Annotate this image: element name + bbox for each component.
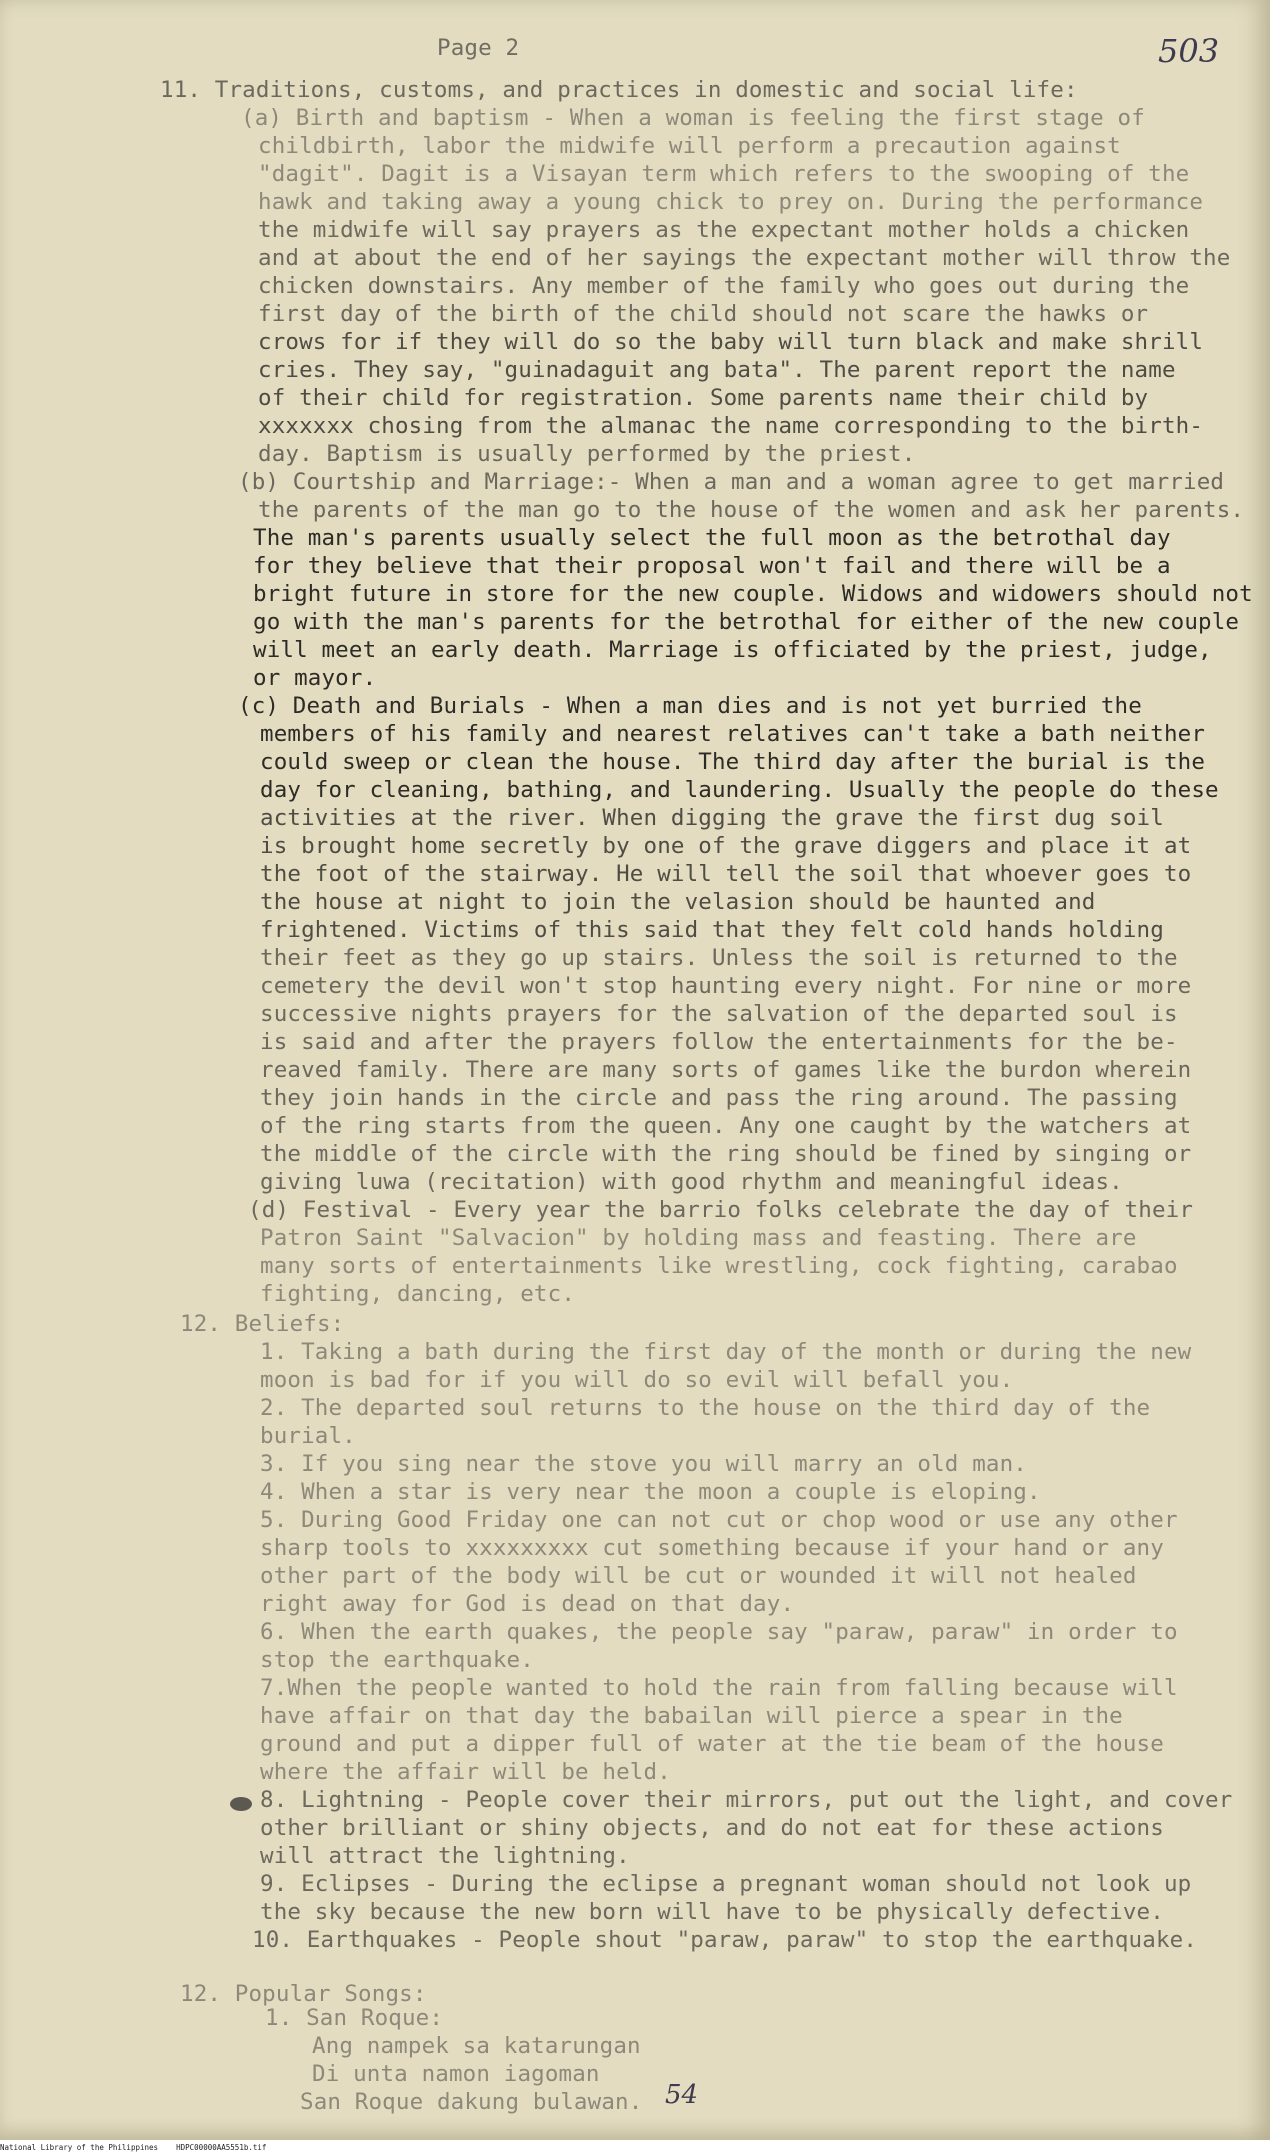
text-line: fighting, dancing, etc. — [260, 1281, 576, 1307]
text-line: have affair on that day the babailan will pierce a spear in the — [260, 1703, 1123, 1729]
text-line: xxxxxxx chosing from the almanac the name corresponding to the birth- — [258, 413, 1204, 439]
text-line: where the affair will be held. — [260, 1759, 671, 1785]
text-line: cemetery the devil won't stop haunting every night. For nine or more — [260, 973, 1192, 999]
section-heading: 12. Beliefs: — [180, 1311, 345, 1337]
text-line: the midwife will say prayers as the expectant mother holds a chicken — [258, 217, 1190, 243]
text-line: reaved family. There are many sorts of games like the burdon wherein — [260, 1057, 1192, 1083]
text-line: go with the man's parents for the betrothal for either of the new couple — [253, 609, 1240, 635]
subsection-heading: (b) Courtship and Marriage:- When a man and a woman agree to get married — [238, 469, 1225, 495]
text-line: day. Baptism is usually performed by the priest. — [258, 441, 916, 467]
text-line: stop the earthquake. — [260, 1647, 534, 1673]
text-line: of the ring starts from the queen. Any one caught by the watchers at — [260, 1113, 1192, 1139]
list-item: 6. When the earth quakes, the people say "paraw, paraw" in order to — [260, 1619, 1178, 1645]
text-line: The man's parents usually select the full moon as the betrothal day — [253, 525, 1171, 551]
text-line: is said and after the prayers follow the entertainments for the be- — [260, 1029, 1178, 1055]
song-line: Ang nampek sa katarungan — [312, 2033, 641, 2059]
song-line: Di unta namon iagoman — [312, 2061, 600, 2087]
subsection-heading: (c) Death and Burials - When a man dies and is not yet burried the — [238, 693, 1142, 719]
text-line: cries. They say, "guinadaguit ang bata". The parent report the name — [258, 357, 1176, 383]
text-line: many sorts of entertainments like wrestling, cock fighting, carabao — [260, 1253, 1178, 1279]
text-line: for they believe that their proposal won't fail and there will be a — [253, 553, 1171, 579]
text-line: day for cleaning, bathing, and laundering. Usually the people do these — [260, 777, 1219, 803]
list-item: 2. The departed soul returns to the house on the third day of the — [260, 1395, 1151, 1421]
song-title: 1. San Roque: — [265, 2005, 444, 2031]
text-line: or mayor. — [253, 665, 377, 691]
text-line: could sweep or clean the house. The third day after the burial is the — [260, 749, 1206, 775]
text-line: other part of the body will be cut or wounded it will not healed — [260, 1563, 1137, 1589]
list-item: 9. Eclipses - During the eclipse a pregnant woman should not look up — [260, 1871, 1192, 1897]
text-line: ground and put a dipper full of water at the tie beam of the house — [260, 1731, 1164, 1757]
text-line: "dagit". Dagit is a Visayan term which refers to the swooping of the — [258, 161, 1190, 187]
text-line: frightened. Victims of this said that they felt cold hands holding — [260, 917, 1164, 943]
handwritten-bottom-number: 54 — [665, 2080, 699, 2110]
list-item: 1. Taking a bath during the first day of the month or during the new — [260, 1339, 1192, 1365]
text-line: the foot of the stairway. He will tell the soil that whoever goes to — [260, 861, 1192, 887]
list-item: 8. Lightning - People cover their mirrors, put out the light, and cover — [260, 1787, 1233, 1813]
text-line: members of his family and nearest relatives can't take a bath neither — [260, 721, 1206, 747]
text-line: giving luwa (recitation) with good rhythm and meaningful ideas. — [260, 1169, 1123, 1195]
text-line: is brought home secretly by one of the grave diggers and place it at — [260, 833, 1192, 859]
text-line: other brilliant or shiny objects, and do not eat for these actions — [260, 1815, 1164, 1841]
text-line: will attract the lightning. — [260, 1843, 630, 1869]
text-line: hawk and taking away a young chick to prey on. During the performance — [258, 189, 1204, 215]
list-item: 7.When the people wanted to hold the rain from falling because will — [260, 1675, 1178, 1701]
list-item: 10. Earthquakes - People shout "paraw, paraw" to stop the earthquake. — [252, 1927, 1198, 1953]
text-line: crows for if they will do so the baby will turn black and make shrill — [258, 329, 1204, 355]
ink-smudge — [230, 1797, 252, 1811]
text-line: the middle of the circle with the ring should be fined by singing or — [260, 1141, 1192, 1167]
text-line: will meet an early death. Marriage is officiated by the priest, judge, — [253, 637, 1212, 663]
text-line: childbirth, labor the midwife will perform a precaution against — [258, 133, 1121, 159]
text-line: activities at the river. When digging the grave the first dug soil — [260, 805, 1164, 831]
text-line: they join hands in the circle and pass the ring around. The passing — [260, 1085, 1178, 1111]
text-line: the house at night to join the velasion should be haunted and — [260, 889, 1096, 915]
handwritten-page-number: 503 — [1158, 32, 1220, 70]
text-line: first day of the birth of the child should not scare the hawks or — [258, 301, 1149, 327]
text-line: successive nights prayers for the salvation of the departed soul is — [260, 1001, 1178, 1027]
text-line: of their child for registration. Some parents name their child by — [258, 385, 1149, 411]
text-line: their feet as they go up stairs. Unless the soil is returned to the — [260, 945, 1178, 971]
section-heading: 12. Popular Songs: — [180, 1981, 427, 2007]
song-line: San Roque dakung bulawan. — [300, 2089, 643, 2115]
text-line: chicken downstairs. Any member of the family who goes out during the — [258, 273, 1190, 299]
text-line: the sky because the new born will have to be physically defective. — [260, 1899, 1164, 1925]
subsection-heading: (d) Festival - Every year the barrio folks celebrate the day of their — [248, 1197, 1194, 1223]
text-line: and at about the end of her sayings the expectant mother will throw the — [258, 245, 1231, 271]
text-line: bright future in store for the new couple. Widows and widowers should not — [253, 581, 1253, 607]
text-line: burial. — [260, 1423, 356, 1449]
text-line: Patron Saint "Salvacion" by holding mass and feasting. There are — [260, 1225, 1137, 1251]
list-item: 4. When a star is very near the moon a couple is eloping. — [260, 1479, 1041, 1505]
text-line: (a) Birth and baptism - When a woman is feeling the first stage of — [241, 105, 1145, 131]
page-header: Page 2 — [437, 35, 520, 61]
text-line: moon is bad for if you will do so evil will befall you. — [260, 1367, 1014, 1393]
list-item: 5. During Good Friday one can not cut or chop wood or use any other — [260, 1507, 1178, 1533]
scan-footer: National Library of the Philippines HDPC00000AA5551b.tif — [0, 2140, 1288, 2156]
text-line: right away for God is dead on that day. — [260, 1591, 795, 1617]
list-item: 3. If you sing near the stove you will marry an old man. — [260, 1451, 1027, 1477]
section-heading: 11. Traditions, customs, and practices in domestic and social life: — [160, 77, 1078, 103]
text-line: sharp tools to xxxxxxxxx cut something because if your hand or any — [260, 1535, 1164, 1561]
text-line: the parents of the man go to the house of the women and ask her parents. — [258, 497, 1245, 523]
